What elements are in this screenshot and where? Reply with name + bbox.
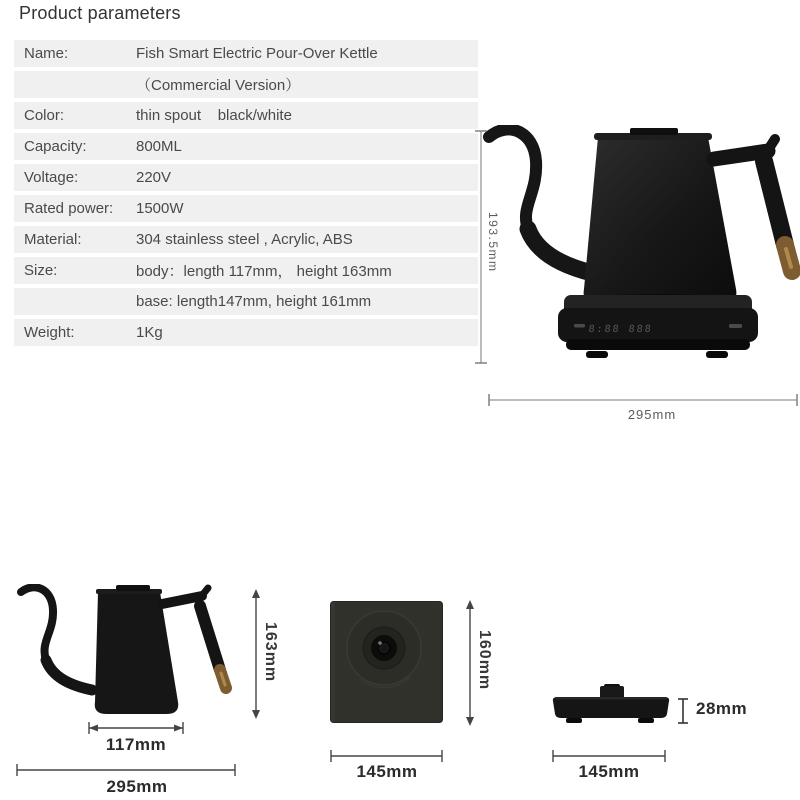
- spec-label: Material:: [24, 231, 82, 248]
- page-title: Product parameters: [19, 3, 181, 23]
- kettle-overall-width-dim-label: 295mm: [106, 777, 168, 796]
- base-side-width-dim-line: [550, 749, 668, 763]
- base-button-left: [574, 324, 585, 328]
- base-top-height-dim-label: 160mm: [476, 630, 493, 691]
- kettle-body-width-dim-line: [86, 721, 186, 735]
- spec-value: 304 stainless steel , Acrylic, ABS: [136, 231, 353, 248]
- spec-row: [14, 133, 478, 160]
- kettle-side-view: [10, 584, 244, 720]
- spec-label: Voltage:: [24, 169, 79, 186]
- spec-row: [14, 257, 478, 284]
- base-side-width-dim-label: 145mm: [578, 762, 640, 781]
- base-side-view: [550, 684, 672, 728]
- spec-label: Color:: [24, 107, 65, 124]
- spec-value: （Commercial Version）: [136, 77, 301, 94]
- spec-row: [14, 71, 478, 98]
- base-top-view: [330, 601, 443, 723]
- spec-label: Rated power:: [24, 200, 114, 217]
- base-side-height-dim-label: 28mm: [696, 699, 748, 718]
- base-slab: [553, 697, 669, 718]
- spec-value: Fish Smart Electric Pour-Over Kettle: [136, 45, 378, 62]
- spec-row: [14, 195, 478, 222]
- spec-table: [14, 40, 478, 350]
- main-width-dim-label: 295mm: [627, 407, 677, 422]
- kettle-lid: [116, 585, 150, 591]
- kettle-body: [95, 592, 179, 714]
- spec-label: Capacity:: [24, 138, 87, 155]
- base-side-height-dim-line: [676, 697, 690, 725]
- spec-row: [14, 319, 478, 346]
- spec-value: 800ML: [136, 138, 182, 155]
- kettle-height-dim-label: 163mm: [262, 622, 279, 683]
- base-top-width-dim-line: [328, 749, 445, 763]
- main-width-dim-line: [486, 392, 800, 408]
- base-foot: [706, 351, 728, 358]
- kettle-overall-width-dim-line: [14, 763, 238, 777]
- main-product-photo: [478, 125, 800, 370]
- spec-row: [14, 40, 478, 67]
- base-foot: [638, 718, 654, 723]
- spec-value: 1500W: [136, 200, 184, 217]
- base-foot: [586, 351, 608, 358]
- spec-label: Name:: [24, 45, 69, 62]
- spec-value: body：length 117mm， height 163mm: [136, 263, 392, 280]
- spec-row: [14, 164, 478, 191]
- spec-value: base: length147mm, height 161mm: [136, 293, 372, 310]
- base-top-width-dim-label: 145mm: [356, 762, 418, 781]
- spec-value: 220V: [136, 169, 172, 186]
- spec-value: thin spout black/white: [136, 107, 292, 124]
- spec-row: [14, 288, 478, 315]
- spec-value: 1Kg: [136, 324, 163, 341]
- base-display-digits: 8:88 888: [587, 324, 654, 335]
- spec-row: [14, 226, 478, 253]
- spec-label: Weight:: [24, 324, 75, 341]
- kettle-body-width-dim-label: 117mm: [105, 735, 167, 754]
- main-height-dim-label: 193.5mm: [486, 212, 500, 273]
- spec-row: [14, 102, 478, 129]
- base-foot: [566, 718, 582, 723]
- spec-label: Size:: [24, 262, 58, 279]
- base-button-right: [729, 324, 742, 328]
